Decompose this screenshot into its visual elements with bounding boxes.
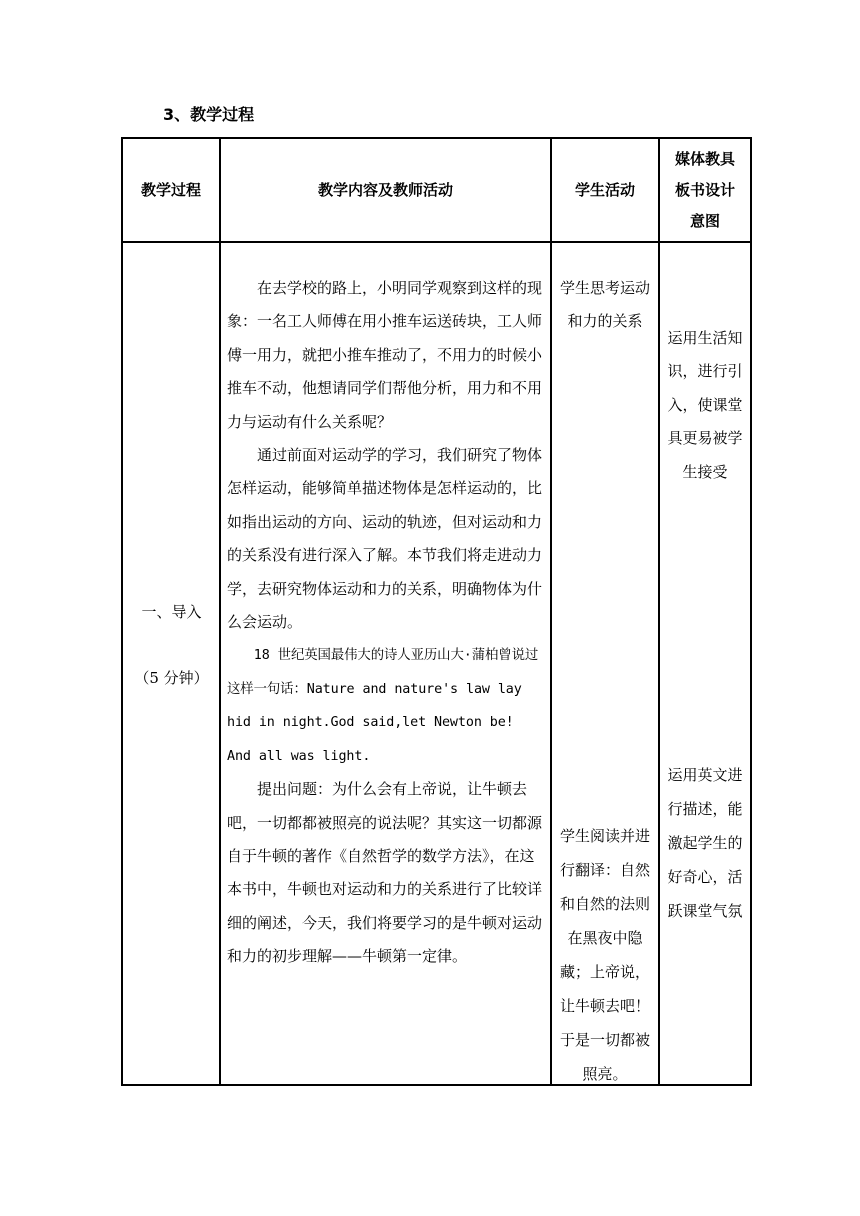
student-activity-cell bbox=[551, 242, 659, 1085]
student-activity-1: 学生思考运动和力的关系 bbox=[560, 279, 651, 331]
section-heading: 3、教学过程 bbox=[163, 105, 255, 124]
header-student-activity: 学生活动 bbox=[551, 138, 659, 242]
stage-name: 一、导入 bbox=[141, 603, 202, 621]
table-row bbox=[122, 242, 751, 1085]
stage-cell bbox=[122, 242, 220, 1085]
intent-2: 运用英文进行描述，能激起学生的好奇心，活跃课堂气氛 bbox=[667, 766, 743, 920]
content-paragraph-2: 通过前面对运动学的学习，我们研究了物体怎样运动，能够简单描述物体是怎样运动的，比如指出运动的方向、运动的轨迹，但对运动和力的关系没有进行深入了解。本节我们将走进动力学，去研究物体运动和力的关系，明确物体为什么会运动。 bbox=[227, 446, 543, 632]
intent-1: 运用生活知识，进行引入，使课堂具更易被学生接受 bbox=[667, 329, 743, 481]
header-stage: 教学过程 bbox=[122, 138, 220, 242]
content-paragraph-4: 提出问题：为什么会有上帝说，让牛顿去吧，一切都都被照亮的说法呢？其实这一切都源自于牛顿的著作《自然哲学的数学方法》，在这本书中，牛顿也对运动和力的关系进行了比较详细的阐述，今天，我们将要学习的是牛顿对运动和力的初步理解——牛顿第一定律。 bbox=[227, 780, 543, 966]
intent-cell bbox=[659, 242, 751, 1085]
header-content: 教学内容及教师活动 bbox=[220, 138, 551, 242]
student-activity-2: 学生阅读并进行翻译：自然和自然的法则在黑夜中隐藏；上帝说，让牛顿去吧！于是一切都被照亮。 bbox=[560, 827, 651, 1083]
table-header-row bbox=[122, 138, 751, 242]
header-media-line3: 意图 bbox=[689, 211, 720, 230]
header-media-intent bbox=[659, 138, 751, 242]
content-text bbox=[227, 272, 542, 974]
content-paragraph-1: 在去学校的路上，小明同学观察到这样的现象：一名工人师傅在用小推车运送砖块，工人师傅一用力，就把小推车推动了，不用力的时候小推车不动，他想请同学们帮他分析，用力和不用力与运动有什么关系呢？ bbox=[227, 279, 543, 431]
header-media-line2: 板书设计 bbox=[674, 180, 735, 199]
header-media-line1: 媒体教具 bbox=[674, 149, 735, 168]
content-paragraph-3: 18 世纪英国最伟大的诗人亚历山大·蒲柏曾说过这样一句话：Nature and nature's law lay hid in night.God said,let Newton be! And all was light. bbox=[227, 648, 539, 764]
content-cell bbox=[220, 242, 551, 1085]
teaching-process-table bbox=[121, 137, 752, 1086]
stage-time: （5 分钟） bbox=[134, 669, 209, 687]
